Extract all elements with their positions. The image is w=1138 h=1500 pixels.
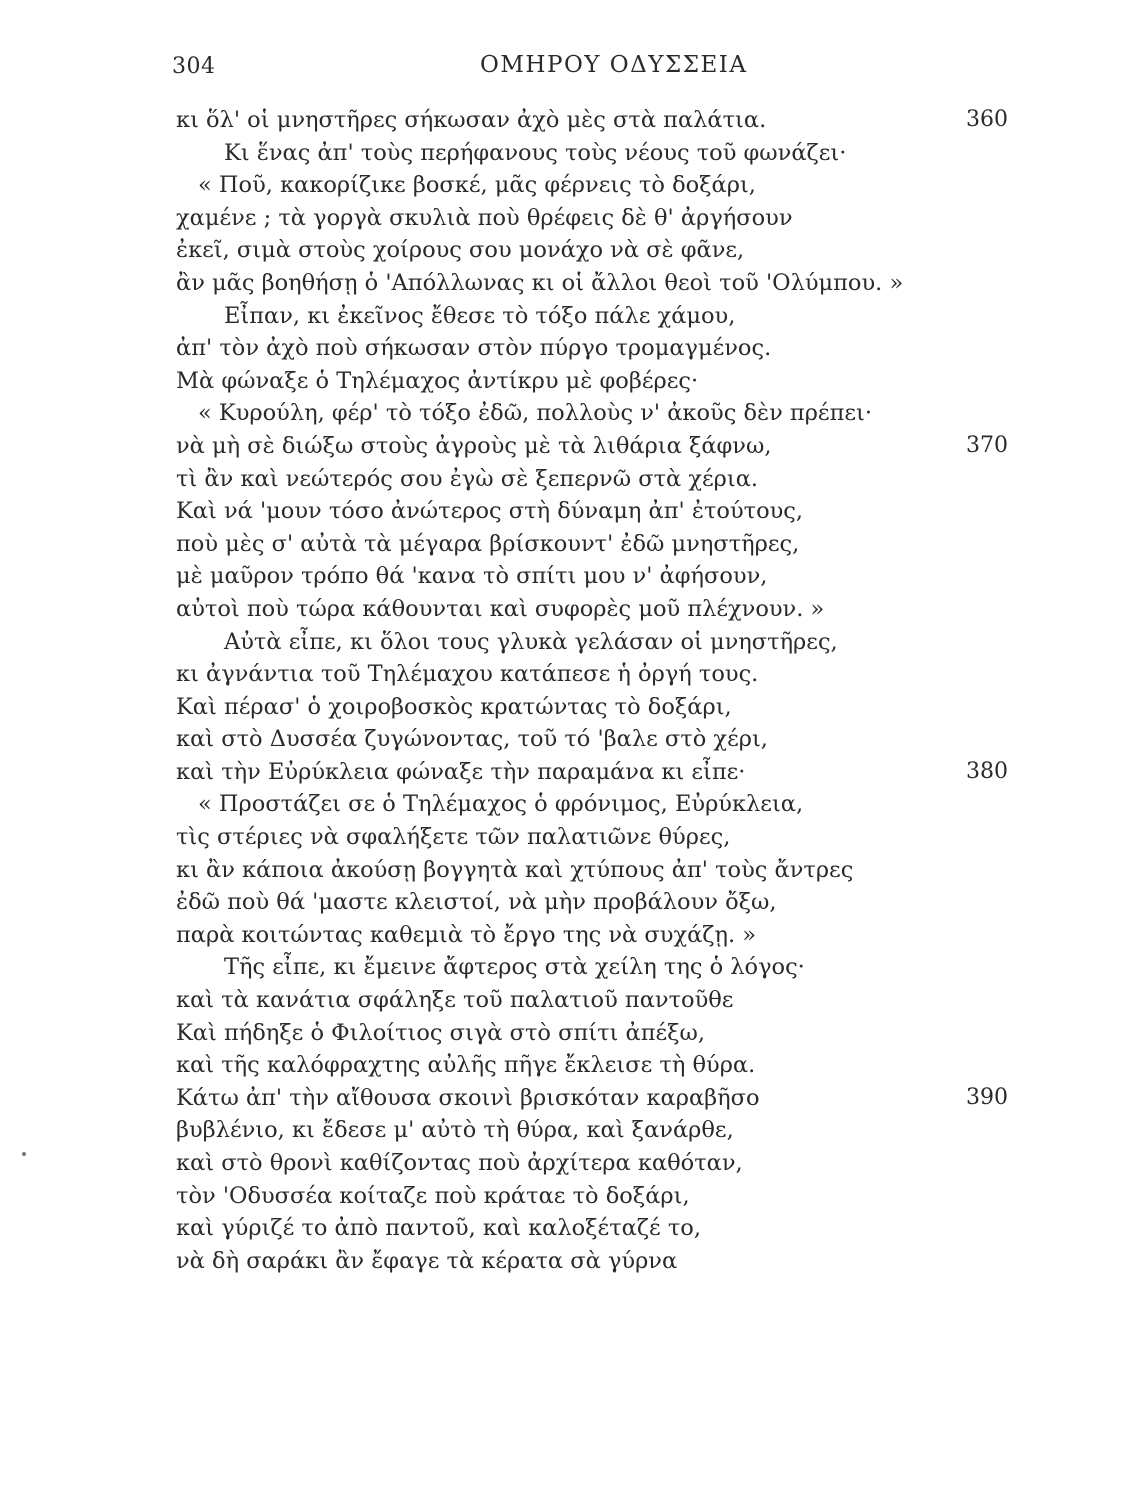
verse-line <box>176 1245 1076 1278</box>
verse-text: καὶ στὸ Δυσσέα ζυγώνοντας, τοῦ τό 'βαλε στὸ χέρι, <box>176 726 768 753</box>
verse-line <box>176 1212 1076 1245</box>
verse-line <box>176 1049 1076 1082</box>
verse-text: παρὰ κοιτώντας καθεμιὰ τὸ ἔργο της νὰ συχάζῃ. » <box>176 921 757 948</box>
verse-block <box>176 104 1076 1277</box>
verse-text: αὐτοὶ ποὺ τώρα κάθουνται καὶ συφορὲς μοῦ πλέχνουν. » <box>176 595 825 622</box>
verse-line <box>176 723 1076 756</box>
verse-line <box>176 1114 1076 1147</box>
verse-text: καὶ γύριζέ το ἀπὸ παντοῦ, καὶ καλοξέταζέ το, <box>176 1215 702 1242</box>
verse-text: ἂν μᾶς βοηθήσῃ ὁ 'Απόλλωνας κι οἱ ἄλλοι θεοὶ τοῦ 'Ολύμπου. » <box>176 269 904 296</box>
verse-line <box>176 430 1076 463</box>
verse-text: Κάτω ἀπ' τὴν αἴθουσα σκοινὶ βρισκόταν καραβῆσο <box>176 1084 760 1111</box>
verse-line <box>176 365 1076 398</box>
verse-line <box>176 1017 1076 1050</box>
verse-line <box>176 234 1076 267</box>
verse-line <box>176 821 1076 854</box>
verse-text: μὲ μαῦρον τρόπο θά 'κανα τὸ σπίτι μου ν' ἀφήσουν, <box>176 563 768 590</box>
verse-text: « Ποῦ, κακορίζικε βοσκέ, μᾶς φέρνεις τὸ δοξάρι, <box>198 172 756 199</box>
verse-text: Μὰ φώναξε ὁ Τηλέμαχος ἀντίκρυ μὲ φοβέρες· <box>176 367 699 394</box>
verse-line <box>176 691 1076 724</box>
verse-line <box>176 267 1076 300</box>
verse-text: νὰ μὴ σὲ διώξω στοὺς ἀγροὺς μὲ τὰ λιθάρια ξάφνω, <box>176 432 772 459</box>
verse-text: Εἶπαν, κι ἐκεῖνος ἔθεσε τὸ τόξο πάλε χάμου, <box>224 302 736 329</box>
verse-line <box>176 202 1076 235</box>
verse-line <box>176 169 1076 202</box>
verse-line <box>176 332 1076 365</box>
page-number: 304 <box>172 54 216 79</box>
verse-line <box>176 104 1076 137</box>
verse-text: τὸν 'Οδυσσέα κοίταζε ποὺ κράταε τὸ δοξάρι, <box>176 1182 690 1209</box>
verse-line <box>176 886 1076 919</box>
verse-text: κι ἀγνάντια τοῦ Τηλέμαχου κατάπεσε ἡ ὀργή τους. <box>176 661 759 688</box>
verse-text: τὶς στέριες νὰ σφαλήξετε τῶν παλατιῶνε θύρες, <box>176 824 731 851</box>
verse-text: τὶ ἂν καὶ νεώτερός σου ἐγὼ σὲ ξεπερνῶ στὰ χέρια. <box>176 465 759 492</box>
verse-text: « Προστάζει σε ὁ Τηλέμαχος ὁ φρόνιμος, Εὐρύκλεια, <box>198 791 804 818</box>
line-number: 380 <box>966 758 1008 784</box>
verse-text: καὶ στὸ θρονὶ καθίζοντας ποὺ ἀρχίτερα καθόταν, <box>176 1150 743 1176</box>
verse-line <box>176 593 1076 626</box>
verse-text: Καὶ πήδηξε ὁ Φιλοίτιος σιγὰ στὸ σπίτι ἀπέξω, <box>176 1019 706 1046</box>
line-number: 390 <box>966 1084 1008 1110</box>
verse-line <box>176 137 1076 170</box>
line-number: 370 <box>966 432 1008 458</box>
verse-line <box>176 397 1076 430</box>
verse-line <box>176 626 1076 659</box>
verse-line <box>176 756 1076 789</box>
verse-text: Καὶ νά 'μουν τόσο ἀνώτερος στὴ δύναμη ἀπ' ἐτούτους, <box>176 498 804 525</box>
verse-text: ἀπ' τὸν ἀχὸ ποὺ σήκωσαν στὸν πύργο τρομαγμένος. <box>176 335 772 362</box>
verse-line <box>176 1180 1076 1213</box>
verse-text: ἐκεῖ, σιμὰ στοὺς χοίρους σου μονάχο νὰ σὲ φᾶνε, <box>176 237 745 264</box>
paper-speck <box>22 1152 26 1156</box>
verse-line <box>176 560 1076 593</box>
verse-line <box>176 854 1076 887</box>
running-head: ΟΜΗΡΟΥ ΟΔΥΣΣΕΙΑ <box>480 52 748 78</box>
verse-line <box>176 528 1076 561</box>
verse-line <box>176 300 1076 333</box>
verse-line <box>176 919 1076 952</box>
line-number: 360 <box>966 107 1008 132</box>
verse-text: κι ὅλ' οἱ μνηστῆρες σήκωσαν ἀχὸ μὲς στὰ παλάτια. <box>176 107 767 133</box>
verse-line <box>176 984 1076 1017</box>
verse-line <box>176 951 1076 984</box>
verse-line <box>176 463 1076 496</box>
verse-text: βυβλένιο, κι ἔδεσε μ' αὐτὸ τὴ θύρα, καὶ ξανάρθε, <box>176 1117 734 1144</box>
verse-text: Καὶ πέρασ' ὁ χοιροβοσκὸς κρατώντας τὸ δοξάρι, <box>176 693 732 720</box>
verse-text: Αὐτὰ εἶπε, κι ὅλοι τους γλυκὰ γελάσαν οἱ μνηστῆρες, <box>224 628 838 655</box>
verse-text: καὶ τὴν Εὐρύκλεια φώναξε τὴν παραμάνα κι εἶπε· <box>176 758 746 785</box>
verse-line <box>176 658 1076 691</box>
verse-text: ποὺ μὲς σ' αὐτὰ τὰ μέγαρα βρίσκουντ' ἐδῶ μνηστῆρες, <box>176 530 800 557</box>
verse-text: Τῆς εἶπε, κι ἔμεινε ἄφτερος στὰ χείλη της ὁ λόγος· <box>224 954 805 981</box>
verse-text: ἐδῶ ποὺ θά 'μαστε κλειστοί, νὰ μὴν προβάλουν ὄξω, <box>176 889 777 916</box>
verse-line <box>176 495 1076 528</box>
verse-line <box>176 1147 1076 1180</box>
verse-text: Κι ἕνας ἀπ' τοὺς περήφανους τοὺς νέους τοῦ φωνάζει· <box>224 139 847 166</box>
verse-text: « Κυρούλη, φέρ' τὸ τόξο ἐδῶ, πολλοὺς ν' ἀκοῦς δὲν πρέπει· <box>198 400 873 427</box>
verse-line <box>176 788 1076 821</box>
verse-line <box>176 1082 1076 1115</box>
verse-text: καὶ τὰ κανάτια σφάληξε τοῦ παλατιοῦ παντοῦθε <box>176 987 734 1014</box>
verse-text: καὶ τῆς καλόφραχτης αὐλῆς πῆγε ἔκλεισε τὴ θύρα. <box>176 1052 756 1079</box>
verse-text: χαμένε ; τὰ γοργὰ σκυλιὰ ποὺ θρέφεις δὲ θ' ἀργήσουν <box>176 204 793 231</box>
verse-text: νὰ δὴ σαράκι ἂν ἔφαγε τὰ κέρατα σὰ γύρνα <box>176 1247 678 1274</box>
verse-text: κι ἂν κάποια ἀκούσῃ βογγητὰ καὶ χτύπους ἀπ' τοὺς ἄντρες <box>176 856 854 883</box>
